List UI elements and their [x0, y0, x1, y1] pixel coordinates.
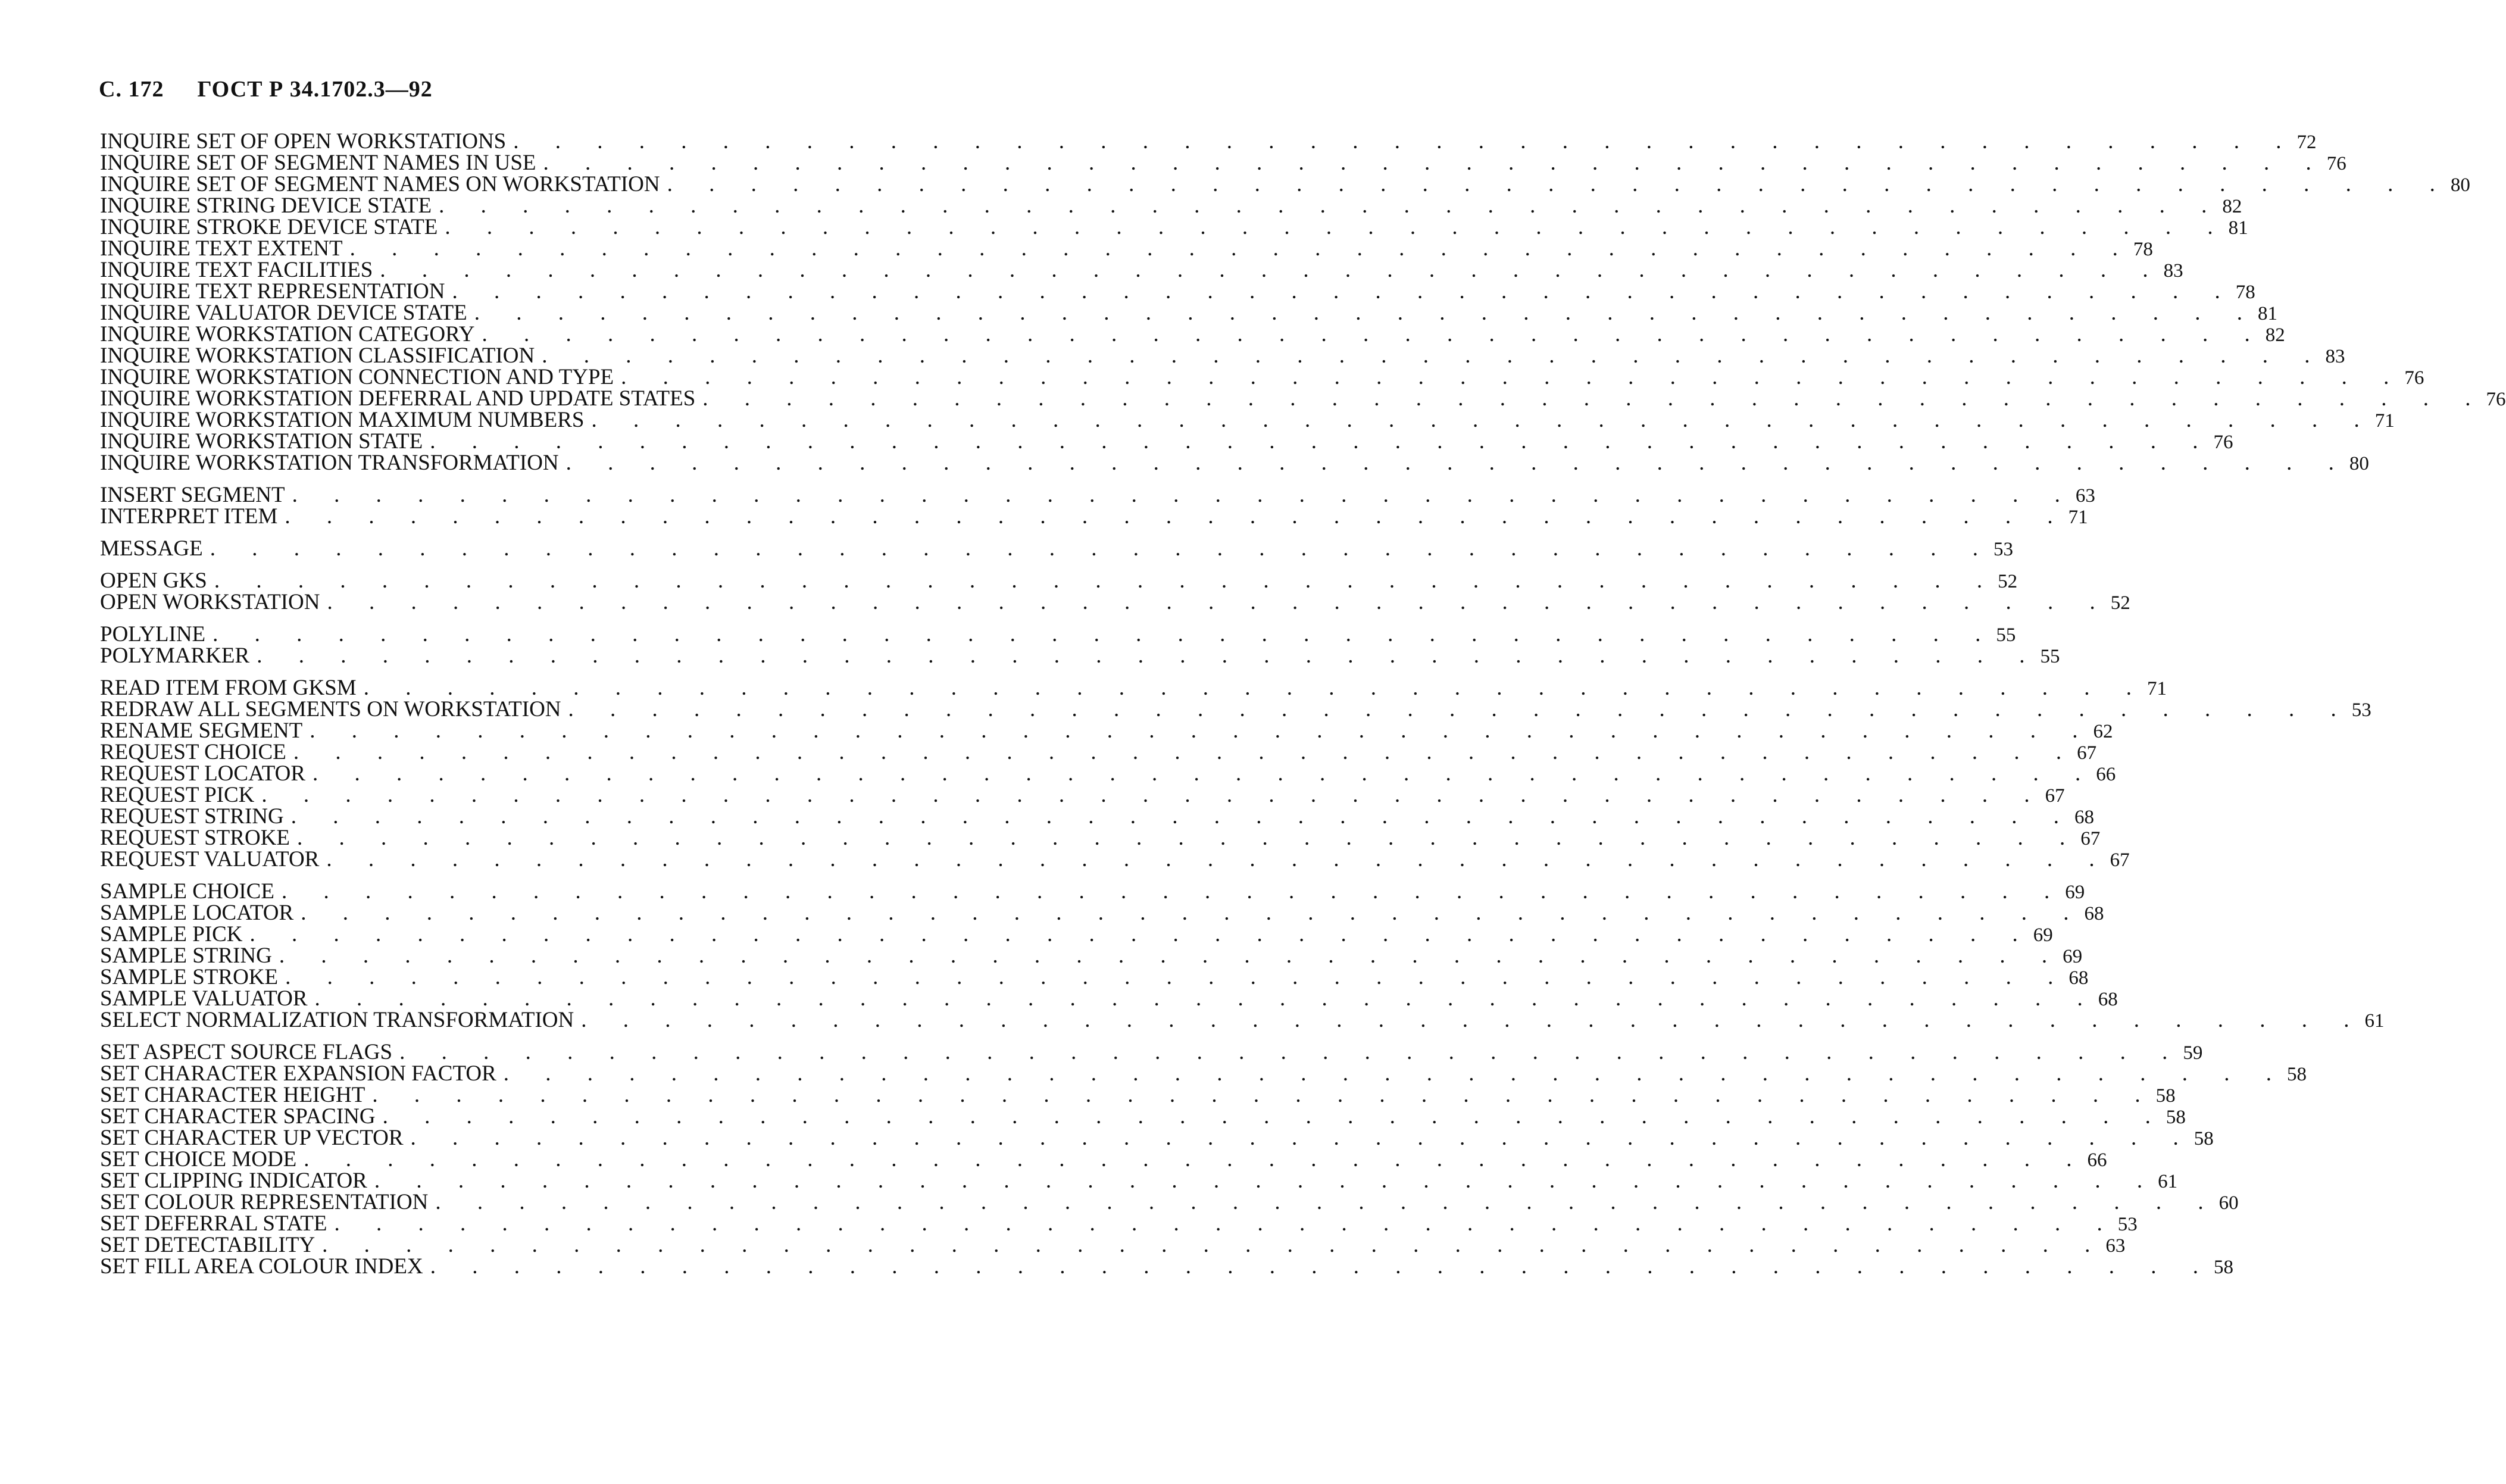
index-entry [100, 504, 2088, 529]
dot-leader: . . . . . . . . . . . . . . . . . . . . . . . . . . . . . . . . . . . . . . . . . . . [591, 408, 2375, 432]
entry-name: SAMPLE CHOICE [100, 879, 274, 904]
index-list [100, 129, 2506, 1288]
entry-name: SET FILL AREA COLOUR INDEX [100, 1254, 423, 1279]
entry-page-number: 76 [2404, 367, 2424, 389]
entry-page-number: 83 [2325, 346, 2345, 367]
index-entry [100, 804, 2094, 829]
entry-page-number: 59 [2183, 1042, 2203, 1064]
dot-leader: . . . . . . . . . . . . . . . . . . . . . . . . . . . . . . . . . . . . . . . . . . . [290, 804, 2074, 829]
index-entry [100, 847, 2130, 871]
dot-leader: . . . . . . . . . . . . . . . . . . . . . . . . . . . . . . . . . . . . . . . . . . . [482, 322, 2266, 346]
index-entry [100, 643, 2060, 668]
entry-page-number: 76 [2213, 432, 2233, 453]
dot-leader: . . . . . . . . . . . . . . . . . . . . . . . . . . . . . . . . . . . . . . . . . . . [326, 847, 2110, 871]
entry-page-number: 53 [1993, 539, 2013, 560]
index-entry [100, 1211, 2138, 1236]
entry-name: MESSAGE [100, 536, 203, 561]
entry-name: REQUEST STROKE [100, 826, 290, 850]
index-entry [100, 236, 2153, 261]
entry-name: INQUIRE TEXT REPRESENTATION [100, 279, 445, 304]
index-entry [100, 943, 2083, 968]
entry-name: SAMPLE PICK [100, 922, 243, 946]
dot-leader: . . . . . . . . . . . . . . . . . . . . . . . . . . . . . . . . . . . . . . . . . . . [285, 504, 2068, 529]
entry-name: REQUEST STRING [100, 804, 284, 829]
dot-leader: . . . . . . . . . . . . . . . . . . . . . . . . . . . . . . . . . . . . . . . . . . . [435, 1190, 2219, 1214]
index-entry [100, 279, 2255, 304]
dot-leader: . . . . . . . . . . . . . . . . . . . . . . . . . . . . . . . . . . . . . . . . . . . [293, 740, 2077, 764]
entry-name: INQUIRE WORKSTATION STATE [100, 429, 423, 454]
page-header [99, 76, 433, 102]
entry-page-number: 71 [2374, 410, 2395, 432]
dot-leader: . . . . . . . . . . . . . . . . . . . . . . . . . . . . . . . . . . . . . . . . . . . [374, 1169, 2158, 1193]
index-entry [100, 568, 2018, 593]
dot-leader: . . . . . . . . . . . . . . . . . . . . . . . . . . . . . . . . . . . . . . . . . . . [542, 343, 2326, 368]
entry-page-number: 61 [2364, 1010, 2385, 1032]
entry-name: SET DEFERRAL STATE [100, 1211, 327, 1236]
dot-leader: . . . . . . . . . . . . . . . . . . . . . . . . . . . . . . . . . . . . . . . . . . . [279, 943, 2063, 968]
entry-page-number: 68 [2074, 807, 2094, 828]
entry-name: RENAME SEGMENT [100, 718, 303, 743]
dot-leader: . . . . . . . . . . . . . . . . . . . . . . . . . . . . . . . . . . . . . . . . . . . [296, 826, 2081, 850]
dot-leader: . . . . . . . . . . . . . . . . . . . . . . . . . . . . . . . . . . . . . . . . . . . [474, 301, 2258, 325]
index-entry [100, 408, 2395, 432]
entry-page-number: 61 [2158, 1171, 2178, 1192]
entry-name: SAMPLE VALUATOR [100, 986, 308, 1011]
dot-leader: . . . . . . . . . . . . . . . . . . . . . . . . . . . . . . . . . . . . . . . . . . . [313, 761, 2096, 786]
entry-name: SELECT NORMALIZATION TRANSFORMATION [100, 1008, 574, 1032]
entry-page-number: 53 [2117, 1214, 2138, 1235]
index-entry [100, 193, 2242, 218]
dot-leader: . . . . . . . . . . . . . . . . . . . . . . . . . . . . . . . . . . . . . . . . . . . [214, 568, 1998, 593]
dot-leader: . . . . . . . . . . . . . . . . . . . . . . . . . . . . . . . . . . . . . . . . . . . [327, 590, 2111, 614]
entry-name: SET DETECTABILITY [100, 1233, 315, 1257]
index-entry [100, 429, 2233, 454]
entry-name: INQUIRE TEXT EXTENT [100, 236, 343, 261]
entry-name: SET COLOUR REPRESENTATION [100, 1190, 429, 1214]
entry-name: OPEN GKS [100, 568, 207, 593]
entry-page-number: 66 [2087, 1149, 2107, 1171]
entry-page-number: 69 [2033, 924, 2053, 946]
index-entry [100, 172, 2470, 196]
entry-name: INQUIRE STRING DEVICE STATE [100, 193, 432, 218]
index-entry [100, 590, 2130, 614]
index-group [100, 129, 2506, 475]
dot-leader: . . . . . . . . . . . . . . . . . . . . . . . . . . . . . . . . . . . . . . . . . . . [281, 879, 2066, 904]
dot-leader: . . . . . . . . . . . . . . . . . . . . . . . . . . . . . . . . . . . . . . . . . . . [581, 1008, 2365, 1032]
entry-page-number: 78 [2235, 282, 2255, 303]
dot-leader: . . . . . . . . . . . . . . . . . . . . . . . . . . . . . . . . . . . . . . . . . . . [667, 172, 2451, 196]
entry-name: INQUIRE WORKSTATION TRANSFORMATION [100, 451, 559, 475]
entry-name: INQUIRE WORKSTATION DEFERRAL AND UPDATE STATES [100, 386, 696, 411]
entry-page-number: 60 [2218, 1192, 2239, 1214]
entry-name: INQUIRE VALUATOR DEVICE STATE [100, 301, 467, 325]
index-group [100, 483, 2095, 529]
index-entry [100, 129, 2317, 154]
index-entry [100, 922, 2053, 946]
entry-name: REQUEST PICK [100, 783, 255, 807]
entry-page-number: 52 [2110, 592, 2130, 614]
entry-page-number: 55 [2040, 646, 2060, 667]
dot-leader: . . . . . . . . . . . . . . . . . . . . . . . . . . . . . . . . . . . . . . . . . . . [513, 129, 2297, 154]
dot-leader: . . . . . . . . . . . . . . . . . . . . . . . . . . . . . . . . . . . . . . . . . . . [304, 1147, 2088, 1171]
index-entry [100, 676, 2167, 700]
entry-page-number: 80 [2450, 174, 2470, 196]
index-entry [100, 1169, 2178, 1193]
entry-page-number: 55 [1996, 624, 2016, 646]
index-entry [100, 1126, 2214, 1150]
index-entry [100, 215, 2248, 239]
index-entry [100, 1190, 2239, 1214]
index-group [100, 879, 2385, 1032]
dot-leader: . . . . . . . . . . . . . . . . . . . . . . . . . . . . . . . . . . . . . . . . . . . [452, 279, 2236, 304]
entry-page-number: 69 [2063, 946, 2083, 967]
index-group [100, 676, 2371, 871]
dot-leader: . . . . . . . . . . . . . . . . . . . . . . . . . . . . . . . . . . . . . . . . . . . [363, 676, 2147, 700]
entry-page-number: 68 [2098, 989, 2118, 1010]
index-entry [100, 322, 2285, 346]
entry-page-number: 66 [2096, 764, 2116, 785]
index-entry [100, 1233, 2126, 1257]
entry-page-number: 63 [2105, 1235, 2126, 1257]
index-group [100, 622, 2060, 668]
entry-page-number: 58 [2193, 1128, 2214, 1149]
entry-page-number: 81 [2258, 303, 2278, 324]
dot-leader: . . . . . . . . . . . . . . . . . . . . . . . . . . . . . . . . . . . . . . . . . . . [314, 986, 2098, 1011]
entry-page-number: 68 [2084, 903, 2104, 924]
dot-leader: . . . . . . . . . . . . . . . . . . . . . . . . . . . . . . . . . . . . . . . . . . . [503, 1061, 2288, 1086]
entry-page-number: 71 [2146, 678, 2167, 699]
index-entry [100, 301, 2278, 325]
entry-page-number: 83 [2163, 260, 2183, 282]
dot-leader: . . . . . . . . . . . . . . . . . . . . . . . . . . . . . . . . . . . . . . . . . . . [430, 1254, 2214, 1279]
index-entry [100, 258, 2183, 282]
index-group [100, 1040, 2307, 1279]
index-entry [100, 1104, 2186, 1129]
index-entry [100, 826, 2101, 850]
entry-name: REDRAW ALL SEGMENTS ON WORKSTATION [100, 697, 561, 721]
entry-page-number: 67 [2110, 849, 2130, 871]
index-entry [100, 483, 2095, 507]
index-entry [100, 697, 2371, 721]
entry-name: INQUIRE WORKSTATION CATEGORY [100, 322, 475, 346]
dot-leader: . . . . . . . . . . . . . . . . . . . . . . . . . . . . . . . . . . . . . . . . . . . [382, 1104, 2166, 1129]
entry-name: SAMPLE STROKE [100, 965, 279, 989]
dot-leader: . . . . . . . . . . . . . . . . . . . . . . . . . . . . . . . . . . . . . . . . . . . [565, 451, 2349, 475]
dot-leader: . . . . . . . . . . . . . . . . . . . . . . . . . . . . . . . . . . . . . . . . . . . [399, 1040, 2183, 1064]
dot-leader: . . . . . . . . . . . . . . . . . . . . . . . . . . . . . . . . . . . . . . . . . . . [380, 258, 2164, 282]
entry-page-number: 63 [2075, 485, 2095, 507]
entry-page-number: 58 [2287, 1064, 2307, 1085]
entry-name: POLYMARKER [100, 643, 250, 668]
dot-leader: . . . . . . . . . . . . . . . . . . . . . . . . . . . . . . . . . . . . . . . . . . . [621, 365, 2405, 389]
entry-name: INQUIRE TEXT FACILITIES [100, 258, 373, 282]
entry-name: SET CHARACTER EXPANSION FACTOR [100, 1061, 496, 1086]
dot-leader: . . . . . . . . . . . . . . . . . . . . . . . . . . . . . . . . . . . . . . . . . . . [445, 215, 2229, 239]
entry-name: SET ASPECT SOURCE FLAGS [100, 1040, 393, 1064]
entry-page-number: 76 [2486, 389, 2506, 410]
entry-page-number: 58 [2155, 1085, 2176, 1107]
entry-name: SET CHOICE MODE [100, 1147, 297, 1171]
index-entry [100, 386, 2506, 411]
dot-leader: . . . . . . . . . . . . . . . . . . . . . . . . . . . . . . . . . . . . . . . . . . . [349, 236, 2133, 261]
entry-name: REQUEST VALUATOR [100, 847, 320, 871]
index-entry [100, 1147, 2107, 1171]
entry-name: INQUIRE WORKSTATION CONNECTION AND TYPE [100, 365, 614, 389]
dot-leader: . . . . . . . . . . . . . . . . . . . . . . . . . . . . . . . . . . . . . . . . . . . [702, 386, 2486, 411]
dot-leader: . . . . . . . . . . . . . . . . . . . . . . . . . . . . . . . . . . . . . . . . . . . [249, 922, 2033, 946]
entry-name: INTERPRET ITEM [100, 504, 278, 529]
index-entry [100, 901, 2104, 925]
index-entry [100, 783, 2065, 807]
dot-leader: . . . . . . . . . . . . . . . . . . . . . . . . . . . . . . . . . . . . . . . . . . . [334, 1211, 2118, 1236]
index-entry [100, 761, 2116, 786]
entry-page-number: 69 [2065, 882, 2085, 903]
dot-leader: . . . . . . . . . . . . . . . . . . . . . . . . . . . . . . . . . . . . . . . . . . . [310, 718, 2093, 743]
entry-name: SAMPLE STRING [100, 943, 272, 968]
entry-name: READ ITEM FROM GKSM [100, 676, 357, 700]
entry-page-number: 80 [2349, 453, 2369, 474]
entry-name: INSERT SEGMENT [100, 483, 285, 507]
entry-name: SET CHARACTER UP VECTOR [100, 1126, 404, 1150]
index-entry [100, 965, 2089, 989]
entry-name: INQUIRE SET OF SEGMENT NAMES ON WORKSTATION [100, 172, 660, 196]
dot-leader: . . . . . . . . . . . . . . . . . . . . . . . . . . . . . . . . . . . . . . . . . . . [439, 193, 2223, 218]
entry-name: INQUIRE WORKSTATION CLASSIFICATION [100, 343, 535, 368]
index-entry [100, 718, 2113, 743]
entry-page-number: 82 [2222, 196, 2242, 217]
index-entry [100, 879, 2085, 904]
page-number: С. 172 [99, 77, 164, 102]
standard-designation: ГОСТ Р 34.1702.3—92 [197, 77, 433, 102]
index-entry [100, 365, 2424, 389]
index-entry [100, 1083, 2176, 1107]
entry-name: INQUIRE STROKE DEVICE STATE [100, 215, 438, 239]
entry-page-number: 52 [1998, 571, 2018, 592]
index-entry [100, 451, 2369, 475]
index-entry [100, 1040, 2203, 1064]
entry-page-number: 76 [2326, 153, 2346, 174]
entry-name: REQUEST LOCATOR [100, 761, 306, 786]
index-entry [100, 536, 2013, 561]
dot-leader: . . . . . . . . . . . . . . . . . . . . . . . . . . . . . . . . . . . . . . . . . . . [430, 429, 2214, 454]
entry-page-number: 67 [2080, 828, 2101, 849]
dot-leader: . . . . . . . . . . . . . . . . . . . . . . . . . . . . . . . . . . . . . . . . . . . [543, 151, 2327, 175]
dot-leader: . . . . . . . . . . . . . . . . . . . . . . . . . . . . . . . . . . . . . . . . . . . [285, 965, 2069, 989]
entry-name: SET CLIPPING INDICATOR [100, 1169, 367, 1193]
index-entry [100, 1008, 2385, 1032]
dot-leader: . . . . . . . . . . . . . . . . . . . . . . . . . . . . . . . . . . . . . . . . . . . [257, 643, 2041, 668]
entry-page-number: 67 [2045, 785, 2065, 807]
index-entry [100, 151, 2346, 175]
entry-page-number: 82 [2265, 324, 2285, 346]
entry-name: INQUIRE SET OF SEGMENT NAMES IN USE [100, 151, 536, 175]
index-group [100, 536, 2013, 561]
entry-page-number: 53 [2351, 699, 2371, 721]
entry-page-number: 68 [2068, 967, 2089, 989]
entry-page-number: 72 [2296, 132, 2317, 153]
dot-leader: . . . . . . . . . . . . . . . . . . . . . . . . . . . . . . . . . . . . . . . . . . . [261, 783, 2045, 807]
index-entry [100, 1254, 2233, 1279]
index-entry [100, 986, 2118, 1011]
dot-leader: . . . . . . . . . . . . . . . . . . . . . . . . . . . . . . . . . . . . . . . . . . . [292, 483, 2076, 507]
dot-leader: . . . . . . . . . . . . . . . . . . . . . . . . . . . . . . . . . . . . . . . . . . . [322, 1233, 2106, 1257]
entry-name: OPEN WORKSTATION [100, 590, 320, 614]
entry-name: INQUIRE WORKSTATION MAXIMUM NUMBERS [100, 408, 585, 432]
dot-leader: . . . . . . . . . . . . . . . . . . . . . . . . . . . . . . . . . . . . . . . . . . . [372, 1083, 2156, 1107]
index-entry [100, 740, 2097, 764]
dot-leader: . . . . . . . . . . . . . . . . . . . . . . . . . . . . . . . . . . . . . . . . . . . [210, 536, 1993, 561]
entry-page-number: 78 [2133, 239, 2153, 260]
entry-page-number: 71 [2068, 507, 2088, 528]
index-group [100, 568, 2130, 614]
entry-page-number: 62 [2093, 721, 2113, 742]
index-entry [100, 622, 2016, 646]
entry-name: SAMPLE LOCATOR [100, 901, 294, 925]
dot-leader: . . . . . . . . . . . . . . . . . . . . . . . . . . . . . . . . . . . . . . . . . . . [301, 901, 2085, 925]
entry-name: INQUIRE SET OF OPEN WORKSTATIONS [100, 129, 507, 154]
entry-name: SET CHARACTER HEIGHT [100, 1083, 365, 1107]
entry-page-number: 67 [2077, 742, 2097, 764]
index-entry [100, 343, 2345, 368]
entry-name: REQUEST CHOICE [100, 740, 286, 764]
entry-name: SET CHARACTER SPACING [100, 1104, 376, 1129]
dot-leader: . . . . . . . . . . . . . . . . . . . . . . . . . . . . . . . . . . . . . . . . . . . [568, 697, 2352, 721]
entry-page-number: 81 [2228, 217, 2248, 239]
entry-page-number: 58 [2166, 1107, 2186, 1128]
entry-name: POLYLINE [100, 622, 206, 646]
index-entry [100, 1061, 2307, 1086]
dot-leader: . . . . . . . . . . . . . . . . . . . . . . . . . . . . . . . . . . . . . . . . . . . [213, 622, 1996, 646]
dot-leader: . . . . . . . . . . . . . . . . . . . . . . . . . . . . . . . . . . . . . . . . . . . [410, 1126, 2194, 1150]
entry-page-number: 58 [2213, 1257, 2233, 1278]
